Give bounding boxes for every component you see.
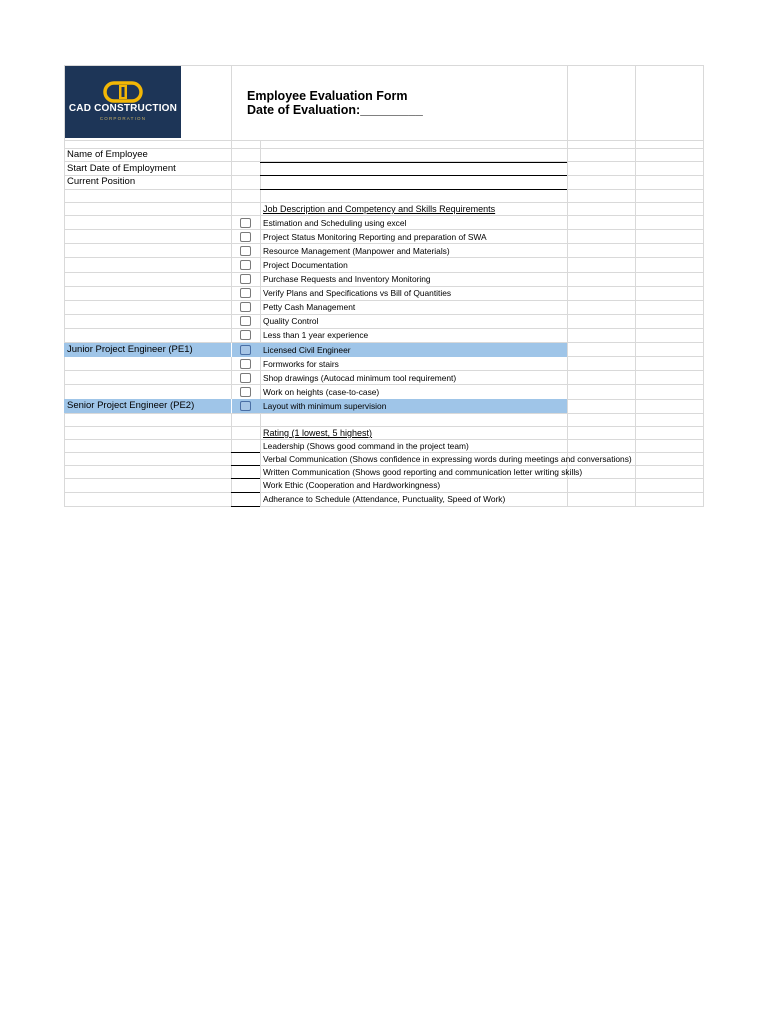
current-position-field[interactable] (260, 189, 567, 190)
job-item-label: Estimation and Scheduling using excel (263, 218, 407, 228)
job-item-checkbox[interactable] (240, 218, 251, 228)
job-item-checkbox[interactable] (240, 330, 251, 340)
job-item-label: Resource Management (Manpower and Materials) (263, 246, 450, 256)
grid-line (64, 148, 704, 149)
job-item-label: Formworks for stairs (263, 359, 339, 369)
rating-item-label: Leadership (Shows good command in the project team) (263, 441, 469, 451)
job-item-label: Verify Plans and Specifications vs Bill of Quantities (263, 288, 452, 298)
rating-input-line[interactable] (231, 478, 260, 479)
junior-level-label: Junior Project Engineer (PE1) (67, 344, 193, 355)
job-item-checkbox[interactable] (240, 302, 251, 312)
cad-logo-mark-icon (103, 81, 143, 103)
job-item-label: Petty Cash Management (263, 302, 356, 312)
form-title (247, 89, 423, 117)
job-item-checkbox[interactable] (240, 373, 251, 383)
grid-line (64, 328, 704, 329)
grid-line (64, 300, 704, 301)
rating-section-header: Rating (1 lowest, 5 highest) (263, 428, 373, 438)
job-item-checkbox[interactable] (240, 345, 251, 355)
grid-line (64, 384, 704, 385)
grid-line (64, 243, 704, 244)
start-date-field[interactable] (260, 175, 567, 176)
grid-line (64, 314, 704, 315)
employee-name-label: Name of Employee (67, 149, 148, 160)
job-item-checkbox[interactable] (240, 288, 251, 298)
grid-line (64, 229, 704, 230)
employee-name-field[interactable] (260, 162, 567, 163)
rating-item-label: Adherance to Schedule (Attendance, Punctuality, Speed of Work) (263, 494, 506, 504)
job-item-checkbox[interactable] (240, 260, 251, 270)
job-item-checkbox[interactable] (240, 401, 251, 411)
logo-company-name: CAD CONSTRUCTION (68, 103, 178, 114)
job-item-label: Purchase Requests and Inventory Monitoring (263, 274, 431, 284)
job-item-label: Project Status Monitoring Reporting and preparation of SWA (263, 232, 487, 242)
job-item-checkbox[interactable] (240, 246, 251, 256)
grid-line (64, 413, 704, 414)
grid-line (64, 140, 704, 141)
job-item-label: Project Documentation (263, 260, 348, 270)
rating-input-line[interactable] (231, 506, 260, 507)
grid-line (64, 215, 704, 216)
grid-line (64, 506, 704, 507)
logo-company-subtitle: CORPORATION (99, 116, 147, 121)
grid-line (64, 426, 704, 427)
current-position-label: Current Position (67, 176, 136, 187)
job-item-checkbox[interactable] (240, 387, 251, 397)
job-item-label: Licensed Civil Engineer (263, 345, 351, 355)
job-item-checkbox[interactable] (240, 316, 251, 326)
job-item-label: Shop drawings (Autocad minimum tool requirement) (263, 373, 457, 383)
form-title-text: Employee Evaluation Form (247, 89, 408, 103)
evaluation-date-label[interactable]: Date of Evaluation:_________ (247, 103, 423, 117)
job-section-header: Job Description and Competency and Skills Requirements (263, 204, 496, 214)
job-item-label: Work on heights (case-to-case) (263, 387, 380, 397)
grid-line (64, 257, 704, 258)
evaluation-sheet (64, 65, 704, 507)
job-item-checkbox[interactable] (240, 359, 251, 369)
rating-input-line[interactable] (231, 452, 260, 453)
rating-item-label: Work Ethic (Cooperation and Hardworkingness) (263, 480, 441, 490)
rating-input-line[interactable] (231, 492, 260, 493)
rating-item-label: Verbal Communication (Shows confidence in expressing words during meetings and conversations) (263, 454, 632, 464)
rating-input-line[interactable] (231, 465, 260, 466)
job-item-checkbox[interactable] (240, 232, 251, 242)
job-item-label: Layout with minimum supervision (263, 401, 387, 411)
senior-level-label: Senior Project Engineer (PE2) (67, 400, 195, 411)
start-date-label: Start Date of Employment (67, 163, 176, 174)
rating-item-label: Written Communication (Shows good reporting and communication letter writing skills) (263, 467, 583, 477)
job-item-label: Less than 1 year experience (263, 330, 369, 340)
job-item-label: Quality Control (263, 316, 319, 326)
grid-line (64, 370, 704, 371)
company-logo (65, 66, 181, 138)
job-item-checkbox[interactable] (240, 274, 251, 284)
